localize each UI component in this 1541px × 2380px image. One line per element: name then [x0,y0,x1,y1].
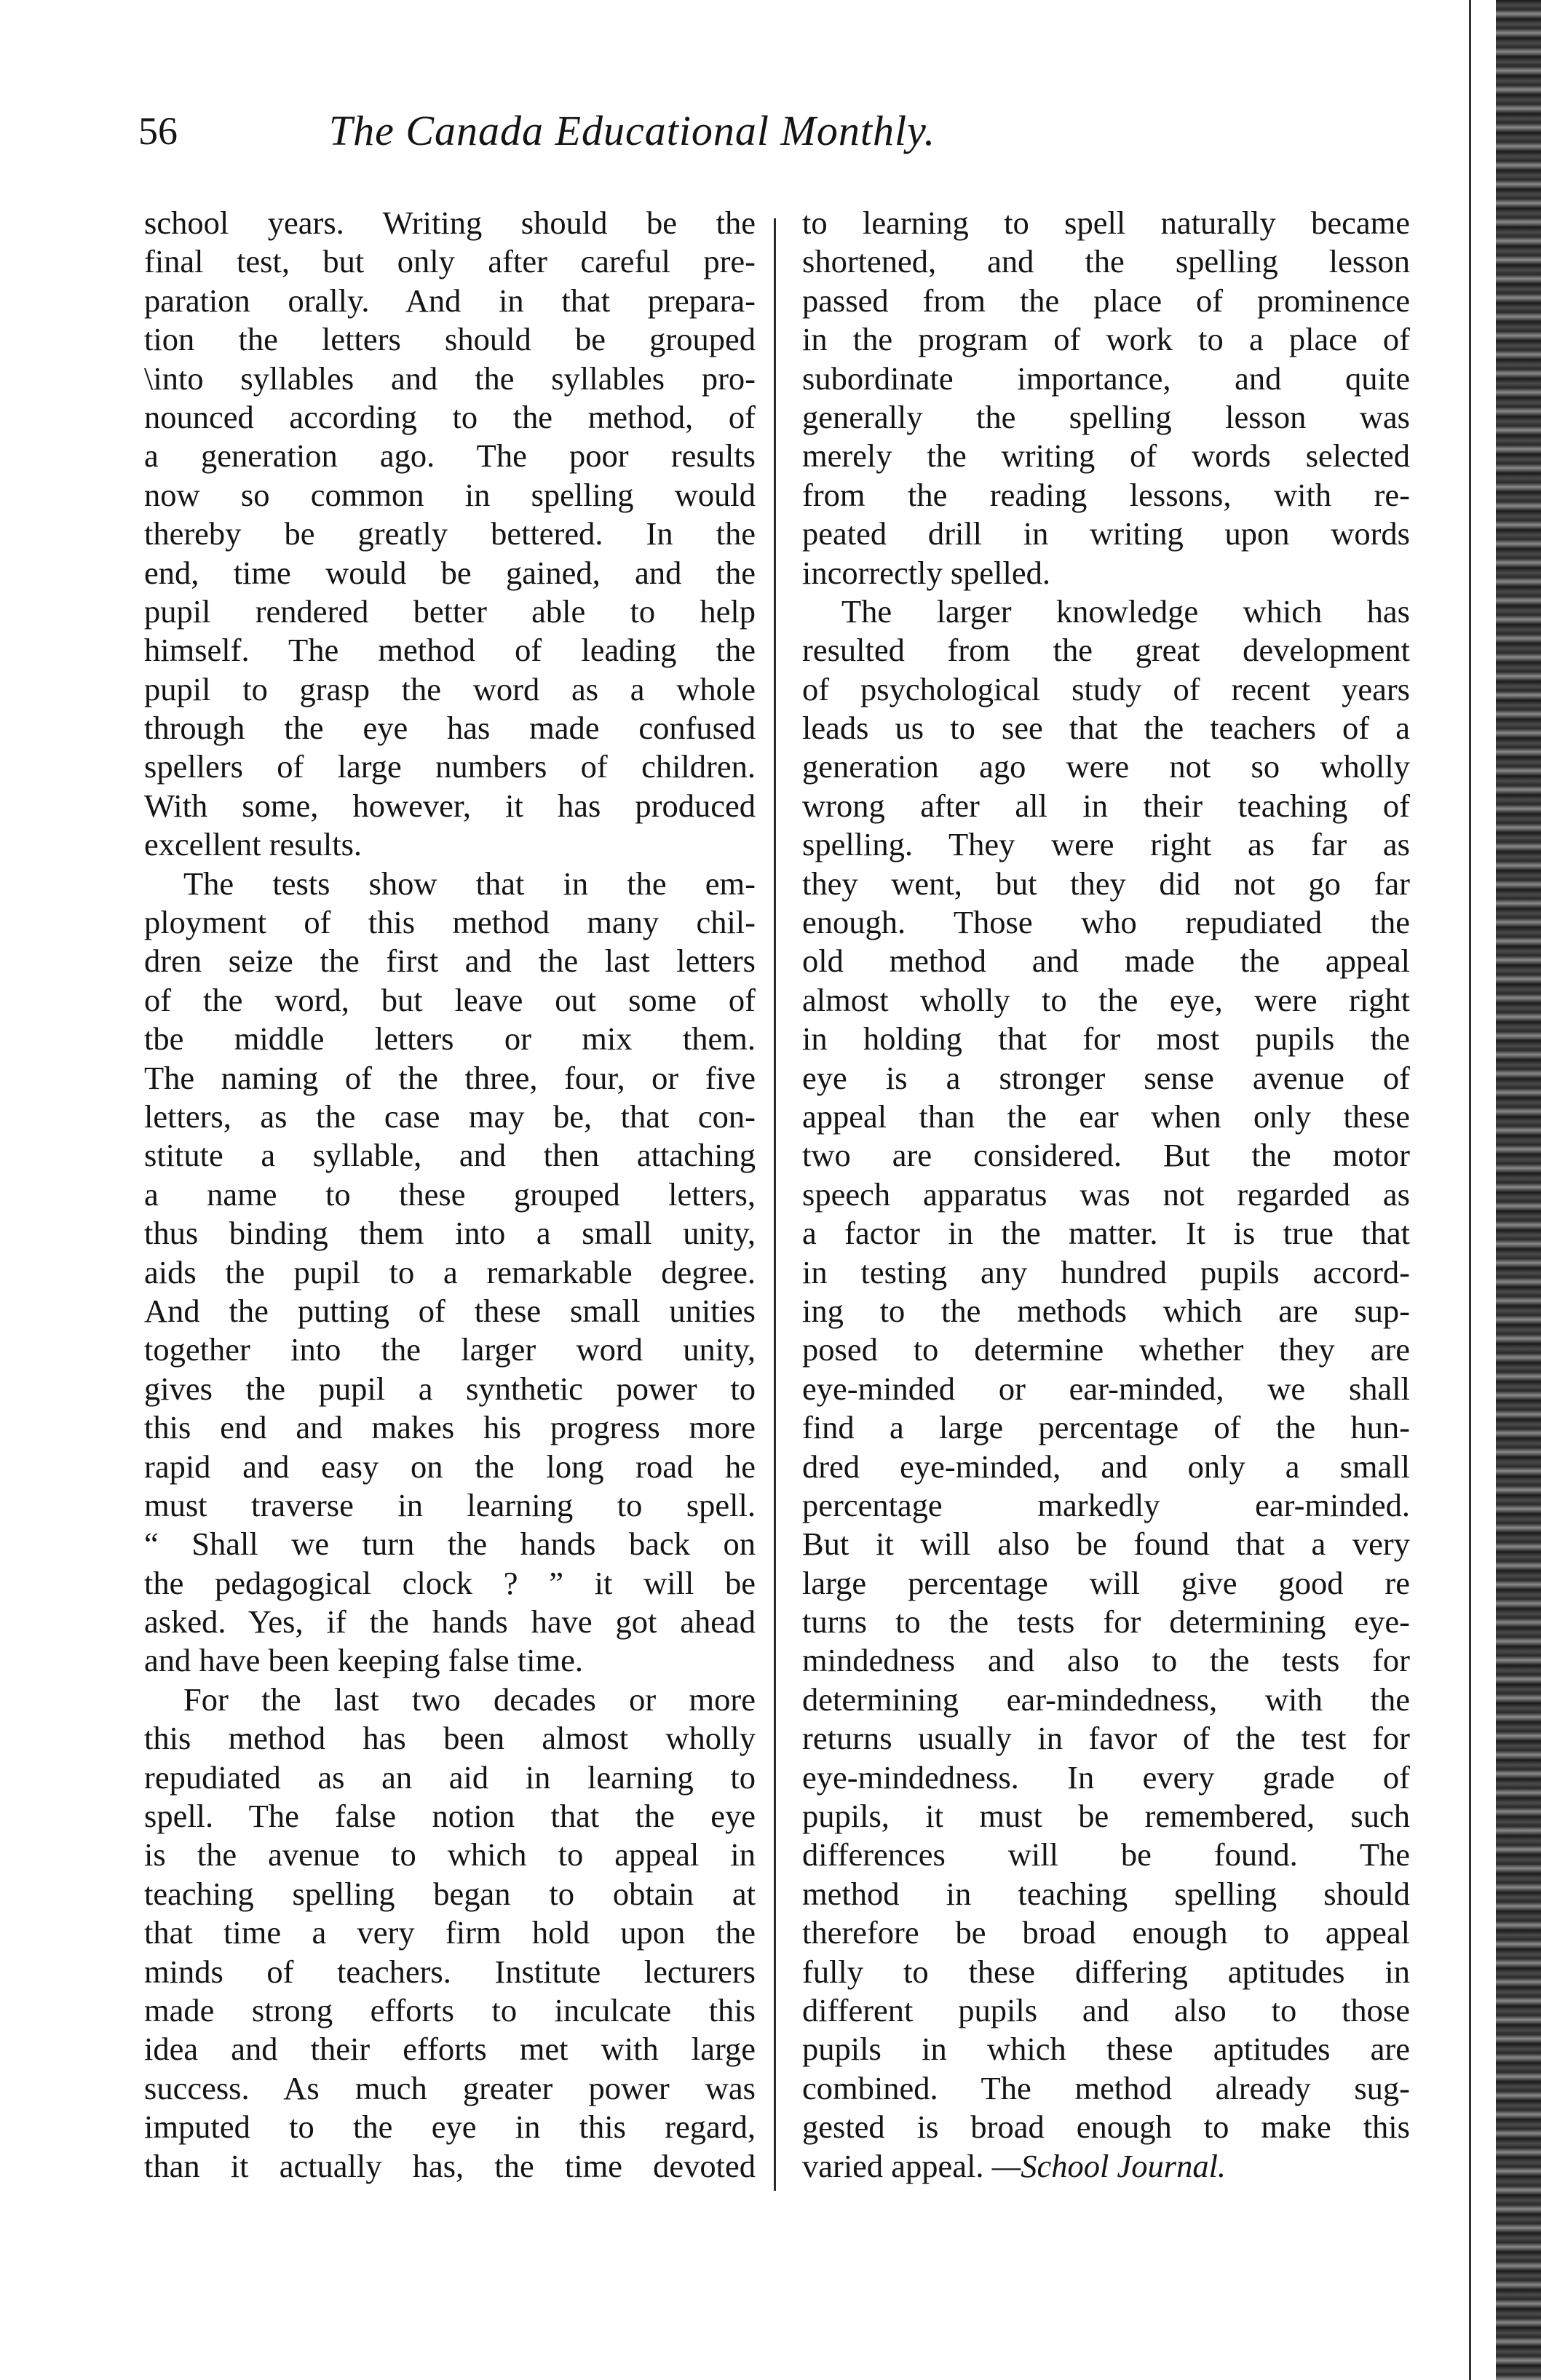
text-line: passed from the place of prominence [802,282,1410,319]
text-line: incorrectly spelled. [802,554,1051,591]
text-line: of psychological study of recent years [802,670,1410,707]
text-line: thus binding them into a small unity, [144,1215,756,1252]
text-line: success. As much greater power was [144,2069,756,2106]
text-line: speech apparatus was not regarded as [802,1175,1410,1213]
text-line: determining ear-mindedness, with the [802,1681,1410,1718]
text-line: aids the pupil to a remarkable degree. [144,1253,756,1290]
text-line: subordinate importance, and quite [802,360,1410,397]
text-line: mindedness and also to the tests for [802,1642,1410,1679]
text-line: The tests show that in the em- [183,865,756,902]
text-line: through the eye has made confused [144,710,756,747]
text-line: find a large percentage of the hun- [802,1409,1410,1446]
text-line: letters, as the case may be, that con- [144,1098,756,1135]
text-line: teaching spelling began to obtain at [144,1875,756,1912]
text-line: shortened, and the spelling lesson [802,243,1410,280]
column-rule [774,218,776,2191]
right-column [802,204,1410,2186]
text-line: and have been keeping false time. [144,1642,583,1679]
text-line: differences will be found. The [802,1836,1410,1873]
text-line: method in teaching spelling should [802,1875,1410,1912]
text-line: minds of teachers. Institute lecturers [144,1953,756,1990]
text-line: spelling. They were right as far as [802,826,1410,863]
text-line: himself. The method of leading the [144,632,756,669]
text-line: in testing any hundred pupils accord- [802,1253,1410,1290]
text-line: peated drill in writing upon words [802,515,1410,552]
text-line: merely the writing of words selected [802,437,1410,475]
text-line: With some, however, it has produced [144,787,756,824]
text-line: generation ago were not so wholly [802,748,1410,785]
text-line: they went, but they did not go far [802,865,1410,902]
text-line: to learning to spell naturally became [802,205,1410,241]
text-line: is the avenue to which to appeal in [144,1836,756,1873]
scanned-page-edge [1496,0,1541,2380]
text-line: made strong efforts to inculcate this [144,1991,756,2028]
text-line: in the program of work to a place of [802,321,1410,358]
text-line: leads us to see that the teachers of a [802,710,1410,747]
left-column [144,204,756,2186]
text-line: a factor in the matter. It is true that [802,1215,1410,1252]
text-line: a name to these grouped letters, [144,1175,756,1213]
text-line: combined. The method already sug- [802,2069,1410,2106]
text-line: pupil rendered better able to help [144,592,756,630]
text-line: this end and makes his progress more [144,1409,756,1446]
text-line: nounced according to the method, of [144,398,756,435]
text-line: thereby be greatly bettered. In the [144,515,756,552]
text-line: percentage markedly ear-minded. [802,1486,1410,1523]
text-line: end, time would be gained, and the [144,554,756,591]
text-line: rapid and easy on the long road he [144,1448,756,1485]
text-line: stitute a syllable, and then attaching [144,1137,756,1174]
page-header [138,102,1126,182]
text-line: tbe middle letters or mix them. [144,1020,756,1058]
text-line: ing to the methods which are sup- [802,1292,1410,1329]
text-line: pupil to grasp the word as a whole [144,670,756,707]
text-line: posed to determine whether they are [802,1331,1410,1368]
text-line: the pedagogical clock ? ” it will be [144,1564,756,1601]
text-line: ployment of this method many chil- [144,904,756,941]
text-line: resulted from the great development [802,632,1410,669]
text-line: gested is broad enough to make this [802,2109,1410,2146]
text-line: in holding that for most pupils the [802,1020,1410,1058]
text-line: asked. Yes, if the hands have got ahead [144,1603,756,1641]
text-line: For the last two decades or more [183,1681,756,1718]
text-line: pupils, it must be remembered, such [802,1798,1410,1835]
text-line: together into the larger word unity, [144,1331,756,1368]
text-line: dred eye-minded, and only a small [802,1448,1410,1485]
text-line: \into syllables and the syllables pro- [144,360,756,397]
text-line: eye-minded or ear-minded, we shall [802,1370,1410,1407]
text-line: tion the letters should be grouped [144,321,756,358]
text-line: generally the spelling lesson was [802,398,1410,435]
text-line: pupils in which these aptitudes are [802,2031,1410,2068]
text-line: a generation ago. The poor results [144,437,756,475]
text-line: different pupils and also to those [802,1991,1410,2028]
text-line: enough. Those who repudiated the [802,904,1410,941]
text-line: must traverse in learning to spell. [144,1486,756,1523]
text-line: therefore be broad enough to appeal [802,1914,1410,1951]
text-line: appeal than the ear when only these [802,1098,1410,1135]
closing-line [802,2147,1410,2186]
text-line: of the word, but leave out some of [144,981,756,1018]
text-line: two are considered. But the motor [802,1137,1410,1174]
text-line: paration orally. And in that prepara- [144,282,756,319]
text-line: final test, but only after careful pre- [144,243,756,280]
text-line: than it actually has, the time devoted [144,2147,756,2184]
text-line: old method and made the appeal [802,943,1410,980]
text-line: dren seize the first and the last letters [144,943,756,980]
text-line: that time a very firm hold upon the [144,1914,756,1951]
text-line: imputed to the eye in this regard, [144,2109,756,2146]
text-line: The naming of the three, four, or five [144,1059,756,1096]
text-line: fully to these differing aptitudes in [802,1953,1410,1990]
text-line: eye is a stronger sense avenue of [802,1059,1410,1096]
text-line: The larger knowledge which has [841,592,1410,630]
text-line: returns usually in favor of the test for [802,1720,1410,1757]
text-line: varied appeal. [802,2147,992,2184]
text-line: turns to the tests for determining eye- [802,1603,1410,1641]
text-line: spell. The false notion that the eye [144,1798,756,1835]
text-line: now so common in spelling would [144,476,756,513]
page-edge-line [1469,0,1471,2380]
text-line: large percentage will give good re [802,1564,1410,1601]
running-title: The Canada Educational Monthly. [328,107,936,154]
text-line: this method has been almost wholly [144,1720,756,1757]
page-number: 56 [138,109,178,153]
text-line: school years. Writing should be the [144,205,756,241]
text-line: gives the pupil a synthetic power to [144,1370,756,1407]
text-line: eye-mindedness. In every grade of [802,1758,1410,1796]
text-line: repudiated as an aid in learning to [144,1758,756,1796]
text-line: idea and their efforts met with large [144,2031,756,2068]
text-line: spellers of large numbers of children. [144,748,756,785]
text-line: But it will also be found that a very [802,1526,1410,1563]
text-line: excellent results. [144,826,363,863]
text-line: wrong after all in their teaching of [802,787,1410,824]
text-line: And the putting of these small unities [144,1292,756,1329]
text-line: “ Shall we turn the hands back on [144,1526,756,1563]
text-line: from the reading lessons, with re- [802,476,1410,513]
text-line: almost wholly to the eye, were right [802,981,1410,1018]
source-signature: —School Journal. [991,2147,1227,2184]
